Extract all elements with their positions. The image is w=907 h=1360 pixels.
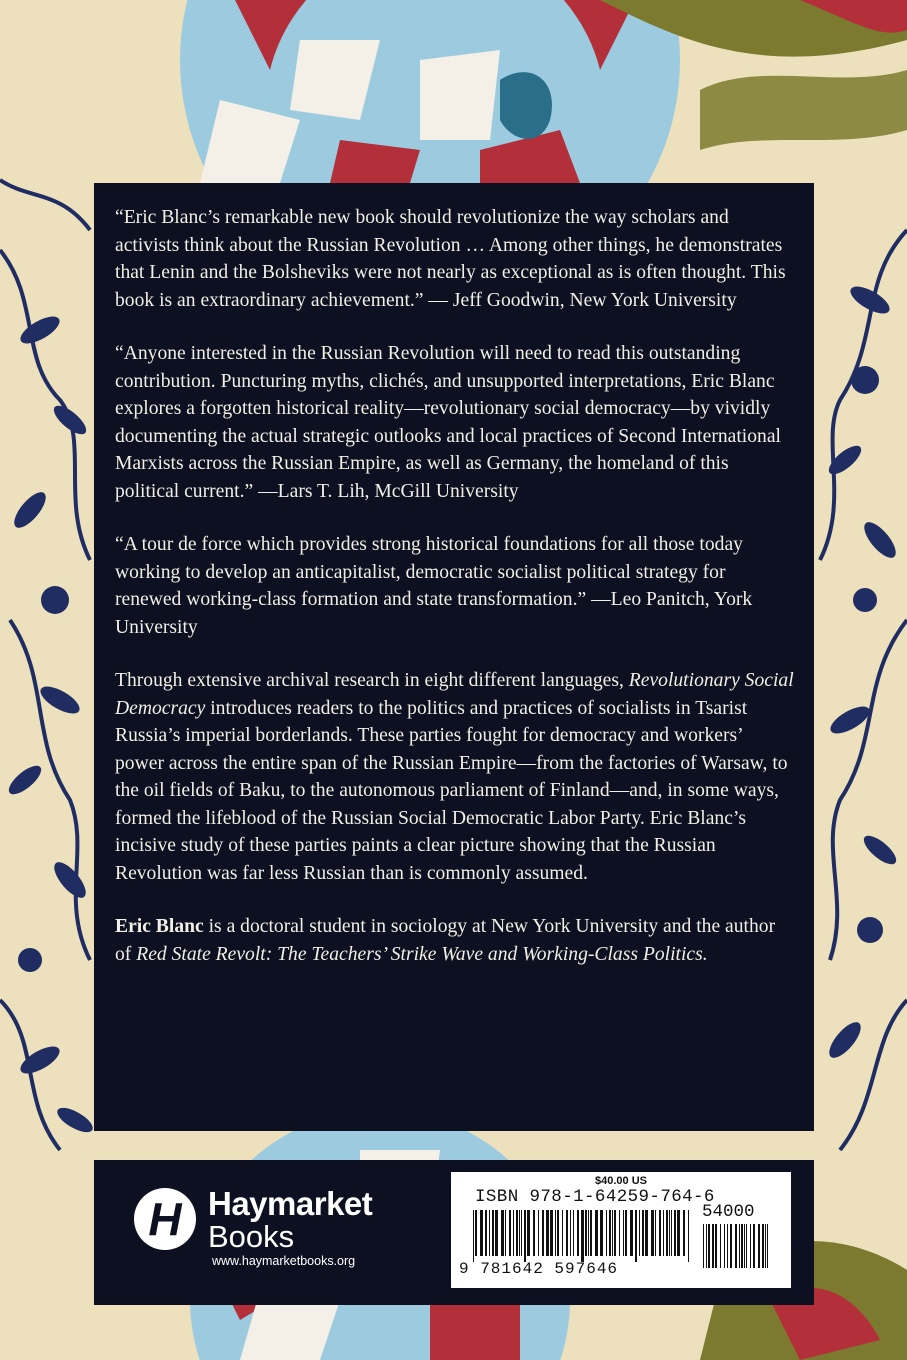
book-description	[115, 667, 795, 887]
addon-barcode-bar	[703, 1224, 704, 1268]
addon-barcode-bar	[744, 1224, 745, 1268]
barcode-bar	[683, 1210, 685, 1256]
quote-attribution: —Leo Panitch, York University	[115, 589, 753, 638]
addon-barcode-bar	[741, 1224, 743, 1268]
barcode-bar	[612, 1210, 613, 1256]
addon-barcode-bar	[750, 1224, 751, 1268]
addon-barcode-bar	[762, 1224, 764, 1268]
publisher-sub: Books	[208, 1219, 295, 1254]
barcode-bar	[577, 1210, 579, 1256]
author-bio-text: is a doctoral student in sociology at New York University and the author of	[115, 916, 776, 965]
barcode-bar	[557, 1210, 559, 1256]
barcode-bar	[663, 1210, 664, 1256]
addon-barcode-bar	[767, 1224, 768, 1268]
addon-barcode-bar	[712, 1224, 714, 1268]
barcode-bar	[609, 1210, 611, 1256]
barcode-bar	[546, 1210, 549, 1256]
logo-letter: H	[148, 1193, 182, 1245]
addon-barcode-bar	[730, 1224, 732, 1268]
barcode-bar	[677, 1210, 680, 1256]
quote-goodwin	[115, 204, 795, 314]
barcode-bar	[519, 1210, 520, 1256]
barcode-bar	[659, 1210, 661, 1256]
barcode-bar	[527, 1210, 530, 1256]
barcode-bar	[639, 1210, 640, 1256]
barcode-bar	[655, 1210, 656, 1256]
barcode-bar	[581, 1210, 584, 1262]
barcode-bar	[550, 1210, 553, 1256]
barcode-bar	[501, 1210, 504, 1256]
barcode-bar	[566, 1210, 568, 1256]
barcode-bar	[585, 1210, 587, 1256]
author-bio	[115, 913, 795, 968]
barcode-bar	[524, 1210, 526, 1262]
isbn-barcode	[451, 1172, 791, 1288]
barcode-bar	[485, 1210, 487, 1256]
barcode-bar	[688, 1210, 689, 1262]
description-intro: Through extensive archival research in eight different languages,	[115, 670, 629, 691]
barcode-bar	[642, 1210, 644, 1256]
addon-barcode-bar	[715, 1224, 717, 1268]
barcode-bar	[671, 1210, 672, 1256]
addon-barcode-bar	[724, 1224, 725, 1268]
barcode-bar	[674, 1210, 676, 1256]
barcode-bar	[509, 1210, 511, 1256]
addon-barcode-bar	[727, 1224, 728, 1268]
barcode-bar	[623, 1210, 624, 1256]
quote-panitch	[115, 531, 795, 641]
quote-lih	[115, 340, 795, 505]
quote-text: “Eric Blanc’s remarkable new book should revolutionize the way scholars and activists think about the Russian Revolution … Among other things, he demonstrates that Lenin and the Bolsheviks were not nearly as exceptional as is often thought. This book is an extraordinary achievement.”	[115, 207, 786, 311]
barcode-bar	[542, 1210, 544, 1256]
barcode-bar	[562, 1210, 563, 1256]
haymarket-h-icon	[134, 1188, 196, 1250]
isbn-label: ISBN 978-1-64259-764-6	[475, 1187, 715, 1207]
barcode-bar	[516, 1210, 518, 1256]
barcode-bar	[645, 1210, 648, 1256]
addon-barcode-bar	[708, 1224, 710, 1268]
barcode-bar	[606, 1210, 607, 1256]
addon-barcode-bar	[720, 1224, 721, 1268]
barcode-bar	[505, 1210, 506, 1256]
barcode-bar	[651, 1210, 654, 1256]
barcode-bar	[614, 1210, 616, 1256]
back-cover-text	[115, 204, 795, 994]
barcode-bar	[635, 1210, 637, 1262]
book-title: Revolutionary Social Democracy	[115, 670, 794, 719]
quote-text: “Anyone interested in the Russian Revolution will need to read this outstanding contribution. Puncturing myths, clichés, and unsupported interpretations, Eric Blanc explores a forgotten historical reality—revolutionary social democracy—by vividly documenting the actual strategic outlooks and local practices of Second International Marxists across the Russian Empire, as well as Germany, the homeland of this political current.”	[115, 343, 781, 502]
barcode-bar	[595, 1210, 598, 1256]
addon-barcode-bar	[765, 1224, 766, 1268]
barcode-bar	[480, 1210, 483, 1256]
barcode-bar	[573, 1210, 574, 1256]
barcode-bar	[669, 1210, 670, 1256]
publisher-logo	[128, 1178, 428, 1278]
author-name: Eric Blanc	[115, 916, 204, 937]
barcode-bar	[588, 1210, 589, 1256]
barcode-bar	[533, 1210, 535, 1256]
barcode-bar	[600, 1210, 603, 1256]
addon-barcode-bar	[706, 1224, 707, 1268]
addon-barcode-bar	[758, 1224, 760, 1268]
addon-barcode-bar	[746, 1224, 747, 1268]
quote-attribution: — Jeff Goodwin, New York University	[423, 289, 737, 311]
barcode-bar	[625, 1210, 627, 1256]
barcode-bar	[590, 1210, 592, 1256]
publisher-url: www.haymarketbooks.org	[212, 1254, 356, 1268]
isbn-digits: 9 781642 597646	[459, 1260, 619, 1278]
barcode-bar	[495, 1210, 498, 1256]
barcode-bar	[555, 1210, 556, 1256]
barcode-bar	[513, 1210, 514, 1256]
barcode-bar	[570, 1210, 571, 1256]
barcode-bar	[489, 1210, 490, 1256]
addon-barcode-bar	[739, 1224, 740, 1268]
other-book-title: Red State Revolt: The Teachers’ Strike Wave and Working-Class Politics.	[136, 943, 708, 965]
barcode-bar	[492, 1210, 494, 1256]
barcode-bar	[473, 1210, 474, 1262]
addon-barcode-bar	[753, 1224, 755, 1268]
quote-text: “A tour de force which provides strong historical foundations for all those today working to develop an anticapitalist, democratic socialist political strategy for renewed working-class formation and state transformation.”	[115, 534, 743, 610]
barcode-bar	[619, 1210, 620, 1256]
barcode-bar	[666, 1210, 668, 1256]
price-label: $40.00 US	[595, 1175, 647, 1187]
barcode-bar	[475, 1210, 477, 1256]
price-code: 54000	[702, 1202, 755, 1222]
barcode-bar	[630, 1210, 633, 1256]
quote-attribution: —Lars T. Lih, McGill University	[253, 480, 519, 502]
publisher-name: Haymarket	[208, 1185, 373, 1222]
barcode-bar	[521, 1210, 522, 1256]
barcode-bar	[538, 1210, 539, 1256]
addon-barcode-bar	[735, 1224, 737, 1268]
description-body: introduces readers to the politics and practices of socialists in Tsarist Russia’s imperial borderlands. These parties fought for democracy and workers’ power across the entire span of the Russian Empire—from the factories of Warsaw, to the oil fields of Baku, to the autonomous parliament of Finland—and, in some ways, formed the lifeblood of the Russian Social Democratic Labor Party. Eric Blanc’s incisive study of these parties paints a clear picture showing that the Russian Revolution was far less Russian than is commonly assumed.	[115, 697, 788, 884]
